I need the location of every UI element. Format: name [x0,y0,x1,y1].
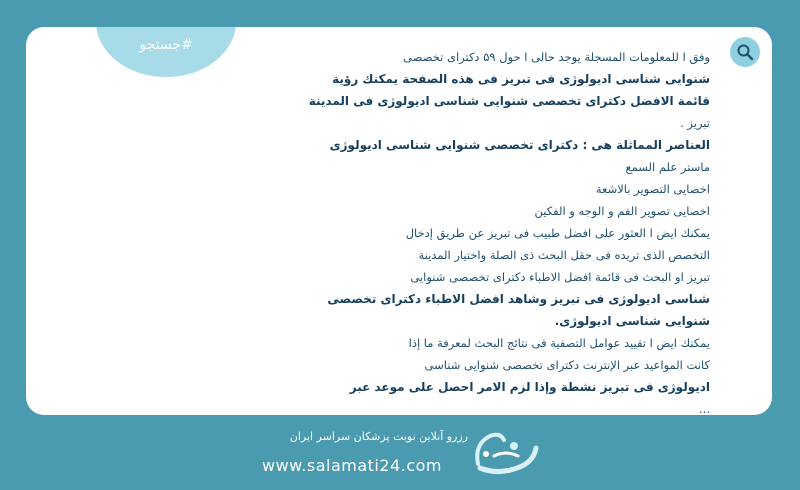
text-line: یمكنك ایض ا تقیید عوامل التصفیة فی نتائج البحث لمعرفة ما إذا [408,336,710,350]
text-line: ماستر علم السمع [625,160,710,174]
footer-url[interactable]: www.salamati24.com [262,456,442,475]
text-line: شنوایی شناسی ادیولوژی فی تبریز فی هذه الصفحة یمكنك رؤیة [332,72,710,86]
text-line: التخصص الذی تریده فی حقل البحث ذی الصلة واختیار المدینة [418,248,710,262]
search-button[interactable] [730,37,760,67]
text-line: وفق ا للمعلومات المسجلة يوجد حالی ا حول ۵۹ دکترای تخصصی [403,50,710,64]
text-line: تبریز . [680,116,710,130]
text-line: شنوایی شناسی ادیولوژی. [554,314,710,328]
text-line: ادیولوژی فی تبریز نشطة وإذا لزم الامر احصل علی موعد عبر [349,380,710,394]
hashtag-search-label[interactable]: #جستجو [139,37,193,53]
footer-tagline: رزرو آنلاین نوبت پزشکان سراسر ایران [289,430,468,443]
text-line: قائمة الافضل دکترای تخصصی شنوایی شناسی ادیولوژی فی المدینة [308,94,710,108]
salamati-logo [470,424,542,484]
content-card [26,27,772,415]
text-line: كانت المواعید عبر الإنترنت دکترای تخصصی شنوایی شناسی [424,358,710,372]
text-line: شناسی ادیولوژی فی تبریز وشاهد افضل الاطباء دکترای تخصصی [327,292,710,306]
text-line: تبریز او البحث فی قائمة افضل الاطباء دکترای تخصصی شنوایی [410,270,710,284]
text-line: ... [699,402,710,415]
text-line: اخصایی التصویر بالاشعة [595,182,710,196]
description-text [90,50,710,415]
text-line: العناصر المماثلة هی : دکترای تخصصی شنوایی شناسی ادیولوژی [329,138,710,152]
search-icon [736,43,754,61]
text-line: یمكنك ایض ا العثور علی افضل طبیب فی تبریز عن طریق إدخال [405,226,710,240]
text-line: اخصایی تصویر الفم و الوجه و الفكین [534,204,710,218]
footer [0,420,800,490]
